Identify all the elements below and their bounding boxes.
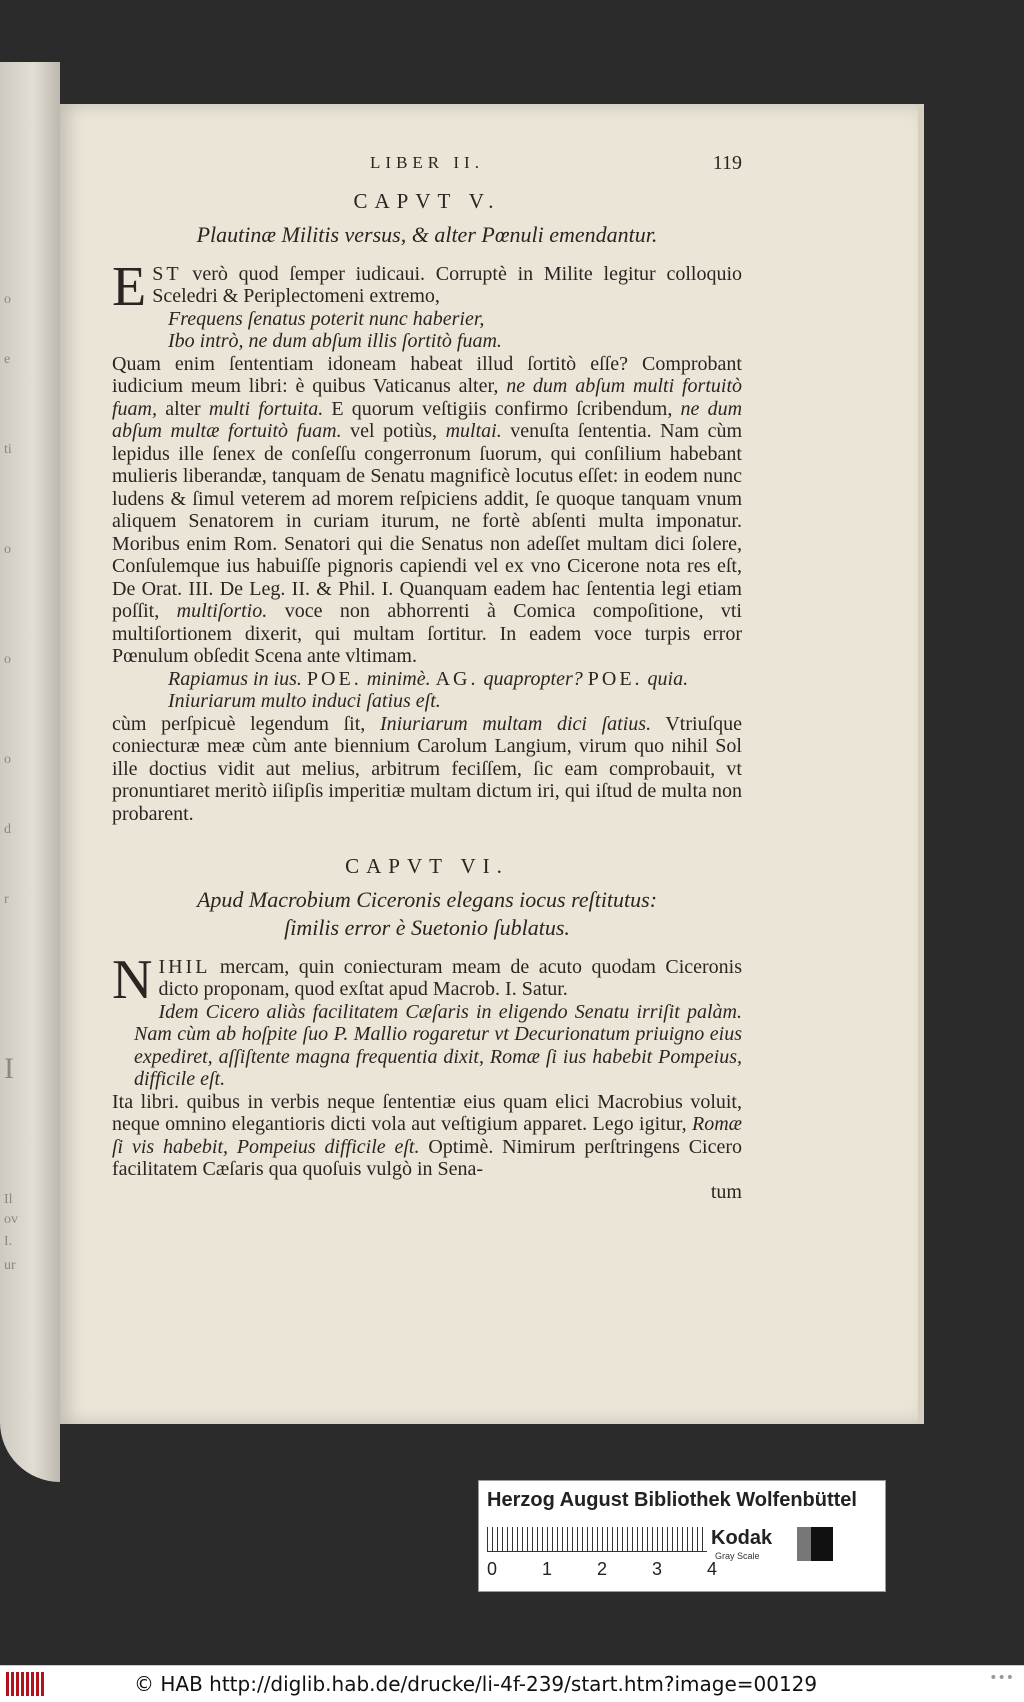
ruler-number: 0 <box>487 1559 498 1579</box>
body-text: mercam, quin coniecturam meam de acuto quodam Ciceronis dicto proponam, quod exſtat apud Macrob. I. Satur. <box>158 955 742 1000</box>
body-text: alter <box>165 397 201 420</box>
verse-line: Iniuriarum multo induci ſatius eſt. <box>168 690 441 712</box>
margin-fragment: o <box>4 542 11 557</box>
verse-line <box>168 668 742 691</box>
small-caps-text: IHIL <box>158 955 211 978</box>
verse-line: Ibo intrò, ne dum abſum illis ſortitò fuam. <box>168 330 502 352</box>
footer-bar <box>0 1665 1024 1702</box>
ruler-scale <box>487 1527 707 1552</box>
italic-text: minimè. <box>366 667 431 690</box>
margin-fragment: I <box>4 1052 14 1085</box>
italic-text: ne dum abſum multi fortuitò fuam, <box>112 375 742 420</box>
chapter-5-title: CAPVT V. <box>353 189 501 213</box>
italic-text: Romæ ſi vis habebit, Pompeius difficile eſt. <box>112 1113 743 1158</box>
ruler-number: 3 <box>651 1559 662 1579</box>
body-text: Ita libri. quibus in verbis neque ſententiæ eius quam elici Macrobius voluit, neque omnino elegantioris dicti vola aut veſtigium apparet. Lego igitur, <box>112 1090 742 1135</box>
italic-text: quia. <box>647 667 689 690</box>
margin-fragment: o <box>4 752 11 767</box>
chapter-6-subtitle-line-2: ſimilis error è Suetonio ſublatus. <box>284 914 570 940</box>
kodak-brand: Kodak <box>711 1527 773 1549</box>
chapter-5-paragraph-1 <box>112 255 743 318</box>
margin-fragment: o <box>4 652 11 667</box>
margin-fragment: Il <box>4 1192 13 1207</box>
chapter-5-paragraph-3 <box>112 713 742 826</box>
ruler-numbers <box>487 1559 717 1580</box>
verse-line: Frequens ſenatus poterit nunc haberier, <box>168 307 485 330</box>
body-text: Vtriuſque coniecturæ meæ cùm ante biennium Carolum Langium, virum quo nihil Sol ille doctius vidit aut melius, arbitrum feciſſem, ſic eam comprobauit, vt pronuntiaret meritò iiſipſis imperitiæ multam dictum iri, qui iſtud de multa non probarent. <box>112 712 743 825</box>
page-text <box>112 152 742 1203</box>
small-caps-text: ST <box>152 262 182 285</box>
body-text: verò quod ſemper iudicaui. Corruptè in Milite legitur colloquio Sceledri & Periplectomeni extremo, <box>152 262 743 307</box>
margin-fragment: I. <box>4 1234 13 1249</box>
chapter-5-paragraph-2 <box>112 353 742 668</box>
gray-scale-label: Gray Scale <box>715 1551 760 1561</box>
body-text: venuſta ſententia. Nam cùm lepidus ille ſenex de conſeſſu congerronum ſuorum, qui conſilium habebant mulieris liberandæ, tanquam de Senatu magnificè locutus eſſet: in eodem nunc ludens & ſimul veterem ad morem reſpiciens addit, ſe quoque tanquam vnum aliquem Senatorem in curiam iturum, ne fortè abſenti multa imponatur. Moribus enim Rom. Senatori qui die Senatus non adeſſet multam dici ſolere, Conſulemque ius habuiſſe pignoris capiendi vel ex vno Cicerone nota res eſt, De Orat. III. De Leg. II. & Phil. I. Quanquam eadem hac ſententia legi etiam poſſit, <box>112 420 743 622</box>
page-header <box>112 152 742 184</box>
body-text: cùm perſpicuè legendum ſit, <box>112 712 366 735</box>
drop-cap: E <box>112 255 147 318</box>
chapter-6-paragraph-2 <box>112 1091 742 1181</box>
italic-text: multiſortio. <box>176 600 268 622</box>
color-target-card <box>478 1480 886 1592</box>
section-gap <box>112 825 742 849</box>
body-text: voce non abhorrenti à Comica compoſitione, vti multiſortionem dixerit, qui multam ſortitur. In eadem voce turpis error Pœnulum obſedit Scena ante vltimam. <box>112 600 742 667</box>
body-text: Optimè. Nimirum perſtringens Cicero facilitatem Cæſaris qua quoſuis vulgò in Sena- <box>112 1135 743 1180</box>
ruler-number: 4 <box>706 1559 717 1579</box>
facing-page-edge <box>0 62 60 1482</box>
margin-fragment: r <box>4 892 9 907</box>
italic-text: multi fortuita. <box>208 397 324 420</box>
block-quote: Idem Cicero aliàs facilitatem Cæſaris in eligendo Senatu irriſit palàm. Nam cùm ab hoſpite ſuo P. Mallio rogaretur vt Decurionatum priuigno eius expediret, aſſiſtente magna frequentia dixit, Romæ ſi ius habebit Pompeius, difficile eſt. <box>134 1000 742 1090</box>
italic-text: quapropter? <box>483 667 583 690</box>
gray-swatch <box>797 1527 811 1561</box>
body-text: Quam enim ſententiam idoneam habeat illud ſortitò eſſe? Comprobant iudicium meum libri: è quibus Vaticanus alter, <box>112 352 742 397</box>
page-number: 119 <box>712 152 742 174</box>
margin-fragment: ur <box>4 1258 16 1273</box>
margin-fragment: d <box>4 822 11 837</box>
target-title: Herzog August Bibliothek Wolfenbüttel <box>487 1489 857 1511</box>
italic-text: ne dum abſum multæ fortuitò fuam. <box>112 397 743 442</box>
drop-cap: N <box>112 948 153 1011</box>
chapter-5-subtitle: Plautinæ Militis versus, & alter Pœnuli emendantur. <box>196 221 658 247</box>
chapter-6-subtitle-line-1: Apud Macrobium Ciceronis elegans iocus reſtitutus: <box>196 886 658 912</box>
speaker-label: POE. <box>587 667 643 690</box>
hab-logo-icon <box>6 1672 44 1696</box>
running-head: LIBER II. <box>370 153 484 172</box>
catchword: tum <box>710 1180 742 1203</box>
speaker-label: AG. <box>435 667 479 690</box>
chapter-6-title: CAPVT VI. <box>345 854 509 878</box>
margin-fragment: e <box>4 352 11 367</box>
italic-text: multai. <box>445 420 502 442</box>
italic-text: Iniuriarum multam dici ſatius. <box>379 712 652 735</box>
footer-url-text[interactable]: © HAB http://diglib.hab.de/drucke/li-4f-239/start.htm?image=00129 <box>134 1672 818 1696</box>
ruler-number: 2 <box>596 1559 607 1579</box>
chapter-6-paragraph-1 <box>112 948 742 1011</box>
body-text: vel potiùs, <box>350 420 438 442</box>
margin-fragment: o <box>4 292 11 307</box>
italic-text: Rapiamus in ius. <box>168 667 302 690</box>
page-edge <box>918 108 924 1424</box>
ruler-number: 1 <box>541 1559 552 1579</box>
more-options-icon[interactable]: ••• <box>989 1670 1014 1686</box>
speaker-label: POE. <box>306 667 362 690</box>
margin-fragment: ov <box>4 1212 18 1227</box>
black-swatch <box>811 1527 833 1561</box>
body-text: E quorum veſtigiis confirmo ſcribendum, <box>331 397 673 420</box>
margin-fragment: ti <box>4 442 12 457</box>
